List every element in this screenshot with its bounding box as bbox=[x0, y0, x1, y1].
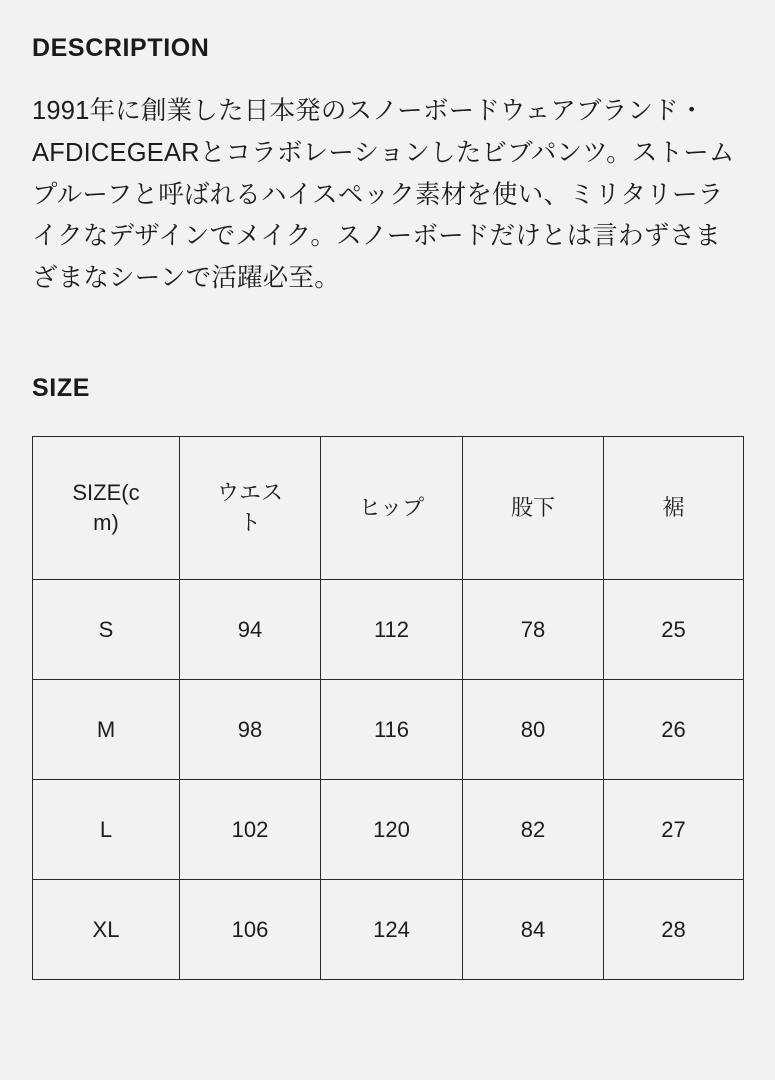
cell-inseam: 80 bbox=[463, 680, 604, 780]
column-header-waist bbox=[180, 437, 321, 580]
size-table bbox=[32, 436, 744, 980]
column-header-size-label: SIZE(cm) bbox=[72, 480, 140, 536]
cell-hem: 25 bbox=[604, 580, 744, 680]
table-row bbox=[33, 780, 744, 880]
cell-size: L bbox=[33, 780, 180, 880]
cell-size: M bbox=[33, 680, 180, 780]
column-header-inseam bbox=[463, 437, 604, 580]
description-body-text: 1991年に創業した日本発のスノーボードウェアブランド・AFDICEGEARとコラボレーションしたビブパンツ。ストームプルーフと呼ばれるハイスペック素材を使い、ミリタリーライクなデザインでメイク。スノーボードだけとは言わずさまざまなシーンで活躍必至。 bbox=[32, 97, 735, 293]
cell-size: S bbox=[33, 580, 180, 680]
table-row bbox=[33, 880, 744, 980]
cell-waist: 94 bbox=[180, 580, 321, 680]
column-header-hip bbox=[321, 437, 463, 580]
cell-inseam: 84 bbox=[463, 880, 604, 980]
cell-waist: 106 bbox=[180, 880, 321, 980]
cell-inseam: 78 bbox=[463, 580, 604, 680]
table-row bbox=[33, 580, 744, 680]
cell-hem: 26 bbox=[604, 680, 744, 780]
cell-waist: 98 bbox=[180, 680, 321, 780]
cell-hem: 27 bbox=[604, 780, 744, 880]
column-header-hem-label: 裾 bbox=[662, 495, 685, 521]
cell-size: XL bbox=[33, 880, 180, 980]
cell-waist: 102 bbox=[180, 780, 321, 880]
size-table-header bbox=[33, 437, 744, 580]
size-table-body bbox=[33, 580, 744, 980]
column-header-hem bbox=[604, 437, 744, 580]
cell-hem: 28 bbox=[604, 880, 744, 980]
column-header-inseam-label: 股下 bbox=[510, 495, 555, 521]
table-row bbox=[33, 680, 744, 780]
cell-hip: 112 bbox=[321, 580, 463, 680]
description-heading: DESCRIPTION bbox=[32, 34, 210, 62]
cell-hip: 116 bbox=[321, 680, 463, 780]
size-heading: SIZE bbox=[32, 374, 90, 403]
cell-hip: 120 bbox=[321, 780, 463, 880]
column-header-waist-label: ウエスト bbox=[216, 480, 283, 536]
column-header-hip-label: ヒップ bbox=[358, 495, 425, 521]
table-header-row bbox=[33, 437, 744, 580]
cell-hip: 124 bbox=[321, 880, 463, 980]
size-table-container bbox=[32, 436, 743, 980]
column-header-size bbox=[33, 437, 180, 580]
cell-inseam: 82 bbox=[463, 780, 604, 880]
